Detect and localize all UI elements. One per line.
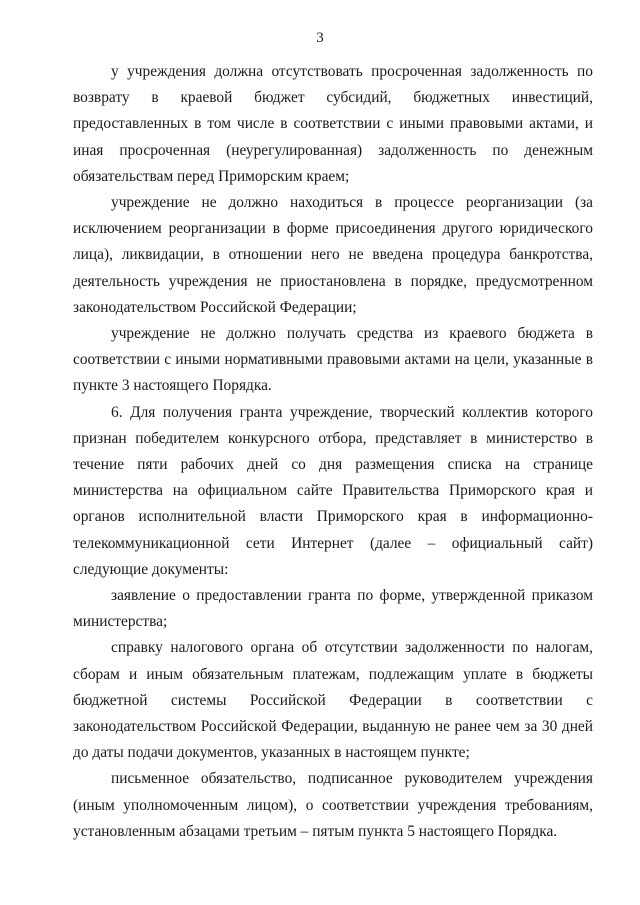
paragraph-item-6: 6. Для получения гранта учреждение, творческий коллектив которого признан победителем конкурсного отбора, представляет в министерство в течение пяти рабочих дней со дня размещения списка на странице министерства на официальном сайте Правительства Приморского края и органов исполнительной власти Приморского края в информационно-телекоммуникационной сети Интернет (далее – официальный сайт) следующие документы: (73, 403, 593, 578)
paragraph-no-overdue-debt: у учреждения должна отсутствовать просроченная задолженность по возврату в краевой бюджет субсидий, бюджетных инвестиций, предоставленных в том числе в соответствии с иными правовыми актами, и иная просроченная (неурегулированная) задолженность по денежным обязательствам перед Приморским краем; (73, 63, 593, 185)
paragraph-written-obligation: письменное обязательство, подписанное руководителем учреждения (иным уполномоченным лицом), о соответствии учреждения требованиям, установленным абзацами третьим – пятым пункта 5 настоящего Порядка. (73, 770, 593, 840)
document-body (73, 59, 593, 845)
paragraph-no-reorganization: учреждение не должно находиться в процессе реорганизации (за исключением реорганизации в форме присоединения другого юридического лица), ликвидации, в отношении него не введена процедура банкротства, деятельность учреждения не приостановлена в порядке, предусмотренном законодательством Российской Федерации; (73, 194, 593, 316)
paragraph-tax-certificate: справку налогового органа об отсутствии задолженности по налогам, сборам и иным обязательным платежам, подлежащим уплате в бюджеты бюджетной системы Российской Федерации в соответствии с законодательством Российской Федерации, выданную не ранее чем за 30 дней до даты подачи документов, указанных в настоящем пункте; (73, 639, 593, 762)
paragraph-application: заявление о предоставлении гранта по форме, утвержденной приказом министерства; (73, 587, 593, 631)
page-number: 3 (316, 30, 324, 46)
paragraph-no-other-funding: учреждение не должно получать средства из краевого бюджета в соответствии с иными нормативными правовыми актами на цели, указанные в пункте 3 настоящего Порядка. (73, 325, 593, 395)
